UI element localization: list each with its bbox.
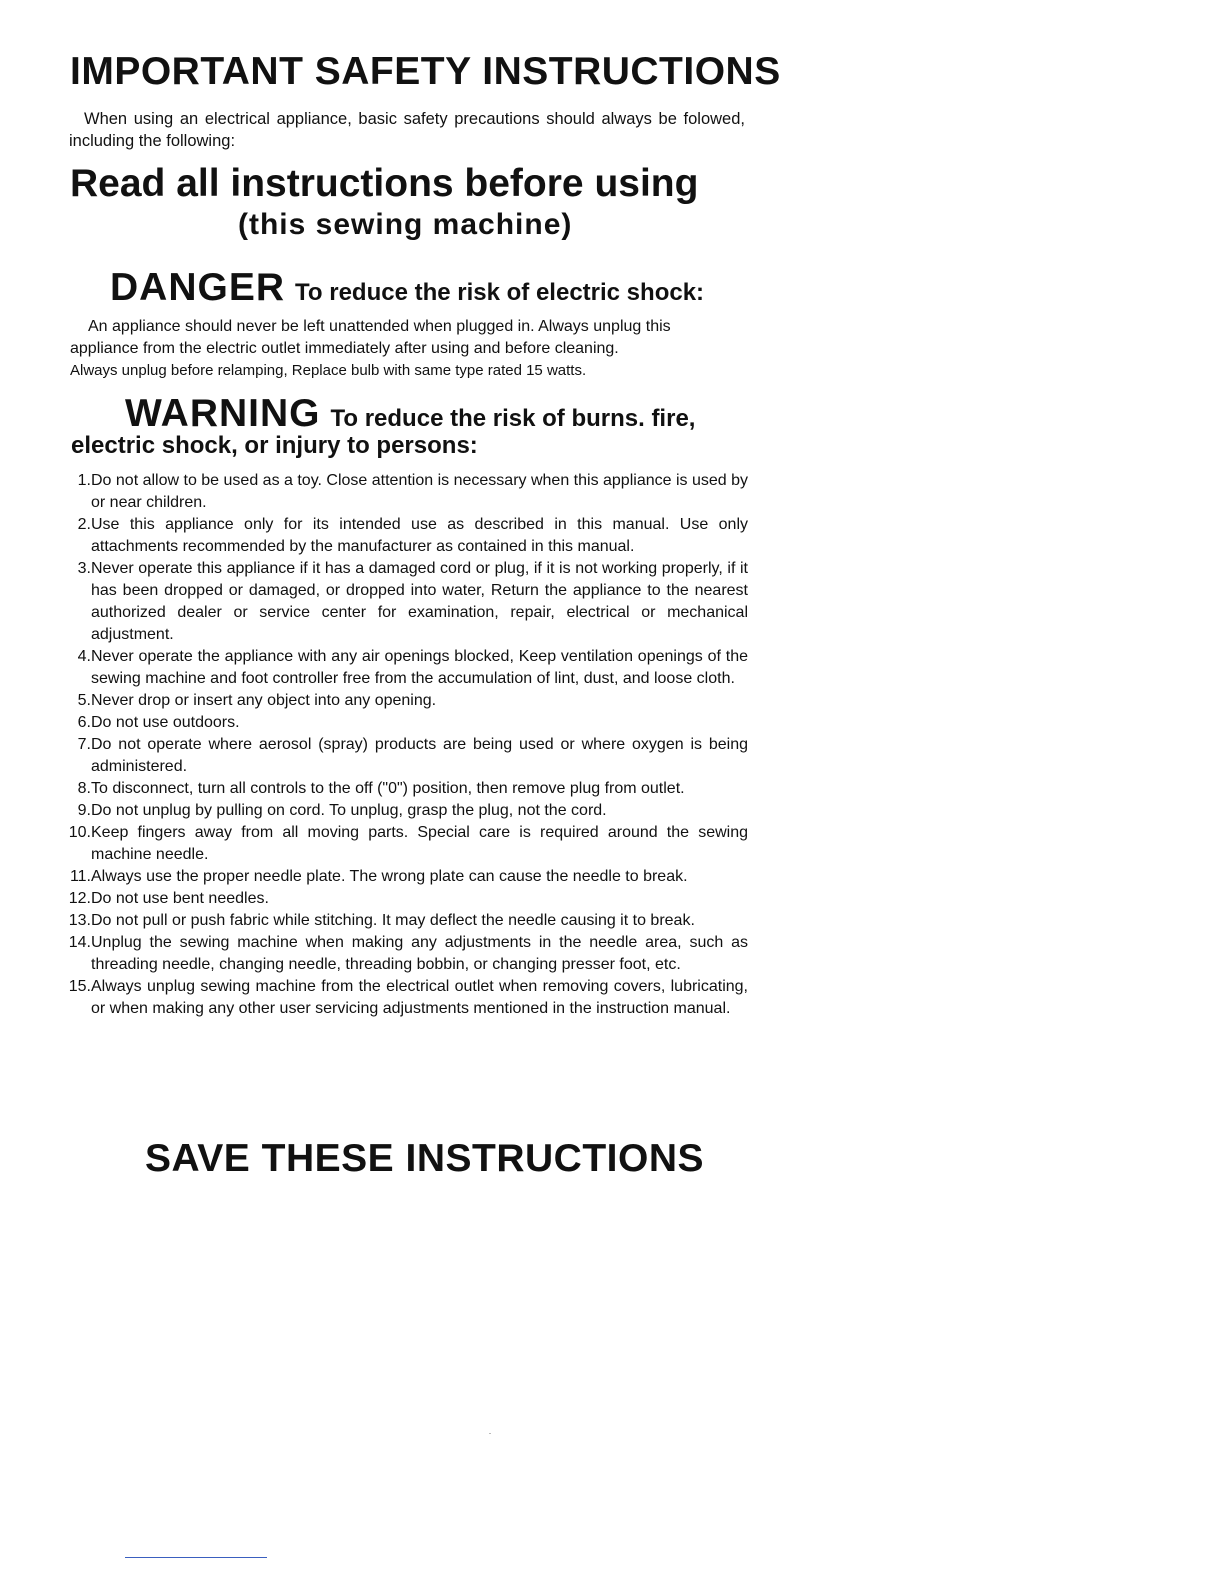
list-item (64, 976, 748, 1020)
item-text: Keep fingers away from all moving parts. Special care is required around the sewing machine needle. (91, 824, 748, 863)
item-number: 13. (68, 912, 91, 929)
list-item (64, 822, 748, 866)
danger-paragraph (70, 316, 746, 382)
item-number: 10. (68, 824, 91, 841)
list-item (64, 470, 748, 514)
item-number: 7. (77, 736, 91, 753)
footer-rule (125, 1557, 267, 1558)
warning-word: WARNING (125, 392, 321, 435)
list-item (64, 800, 748, 822)
item-number: 14. (68, 934, 91, 951)
item-text: Never operate this appliance if it has a damaged cord or plug, if it is not working properly, if it has been dropped or damaged, or dropped into water, Return the appliance to the nearest authorized dealer or service center for examination, repair, electrical or mechanical adjustment. (91, 560, 748, 643)
warning-heading-line-2: electric shock, or injury to persons: (71, 432, 478, 459)
safety-instructions-list (64, 470, 748, 1020)
item-number: 15. (68, 978, 91, 995)
danger-line-3: Always unplug before relamping, Replace bulb with same type rated 15 watts. (70, 362, 587, 379)
item-text: Do not use bent needles. (91, 890, 269, 907)
item-text: Always unplug sewing machine from the electrical outlet when removing covers, lubricating, or when making any other user servicing adjustments mentioned in the instruction manual. (91, 978, 748, 1017)
list-item (64, 734, 748, 778)
danger-line-2: appliance from the electric outlet immediately after using and before cleaning. (70, 340, 619, 357)
item-number: 9. (77, 802, 91, 819)
item-text: Do not pull or push fabric while stitching. It may deflect the needle causing it to break. (91, 912, 695, 929)
item-text: Always use the proper needle plate. The wrong plate can cause the needle to break. (91, 868, 688, 885)
read-instructions-subheading: (this sewing machine) (238, 208, 573, 241)
list-item (64, 910, 748, 932)
item-text: Do not allow to be used as a toy. Close attention is necessary when this appliance is used by or near children. (91, 472, 748, 511)
list-item (64, 866, 748, 888)
item-number: 4. (77, 648, 91, 665)
item-text: Never drop or insert any object into any opening. (91, 692, 437, 709)
page-title: IMPORTANT SAFETY INSTRUCTIONS (70, 50, 781, 93)
item-number: 12. (68, 890, 91, 907)
save-instructions-heading: SAVE THESE INSTRUCTIONS (145, 1137, 705, 1180)
item-text: Never operate the appliance with any air openings blocked, Keep ventilation openings of the sewing machine and foot controller free from the accumulation of lint, dust, and loose cloth. (91, 648, 748, 687)
list-item (64, 690, 748, 712)
item-text: To disconnect, turn all controls to the off ("0") position, then remove plug from outlet. (91, 780, 685, 797)
list-item (64, 932, 748, 976)
item-number: 6. (77, 714, 91, 731)
danger-line-1: An appliance should never be left unattended when plugged in. Always unplug this (88, 318, 671, 335)
item-number: 11. (69, 868, 91, 885)
item-number: 5. (77, 692, 91, 709)
item-number: 3. (77, 560, 91, 577)
item-text: Use this appliance only for its intended use as described in this manual. Use only attachments recommended by the manufacturer as contained in this manual. (91, 516, 748, 555)
read-instructions-heading: Read all instructions before using (70, 162, 699, 205)
list-item (64, 888, 748, 910)
scan-speck (489, 1433, 491, 1434)
item-number: 8. (77, 780, 91, 797)
warning-heading-text: To reduce the risk of burns. fire, (330, 405, 696, 432)
intro-paragraph: When using an electrical appliance, basic safety precautions should always be folowed, including the following: (69, 110, 745, 150)
list-item (64, 712, 748, 734)
danger-heading (110, 266, 704, 310)
item-text: Do not unplug by pulling on cord. To unplug, grasp the plug, not the cord. (91, 802, 607, 819)
danger-word: DANGER (110, 266, 286, 309)
item-text: Do not operate where aerosol (spray) products are being used or where oxygen is being administered. (91, 736, 748, 775)
warning-heading (125, 392, 695, 436)
list-item (64, 558, 748, 646)
item-text: Do not use outdoors. (91, 714, 240, 731)
danger-heading-text: To reduce the risk of electric shock: (295, 279, 705, 306)
item-text: Unplug the sewing machine when making any adjustments in the needle area, such as threading needle, changing needle, threading bobbin, or changing presser foot, etc. (91, 934, 748, 973)
item-number: 1. (77, 472, 91, 489)
list-item (64, 646, 748, 690)
list-item (64, 778, 748, 800)
item-number: 2. (77, 516, 91, 533)
list-item (64, 514, 748, 558)
